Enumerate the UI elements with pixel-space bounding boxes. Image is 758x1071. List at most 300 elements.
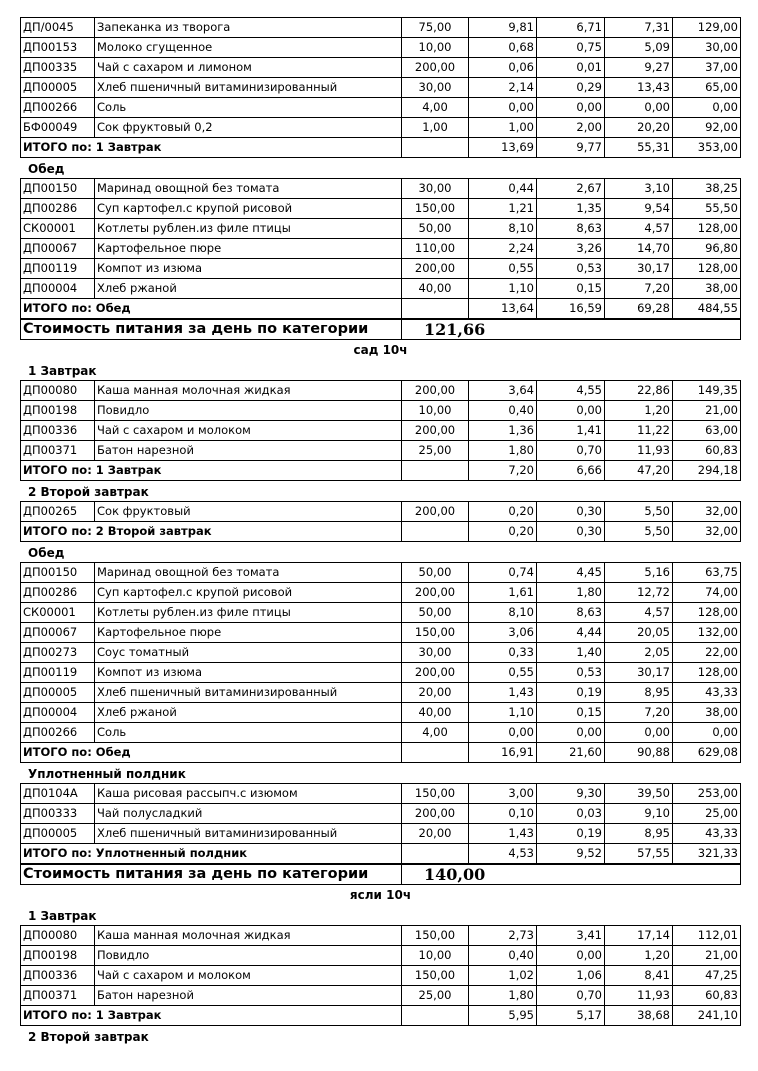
- dish-fat: 8,63: [537, 219, 605, 239]
- total-kcal: 629,08: [673, 743, 741, 763]
- table-row: [21, 563, 741, 583]
- dish-code: ДП00266: [21, 723, 95, 743]
- dish-name: Хлеб пшеничный витаминизированный: [95, 683, 402, 703]
- daily-cost-value: 140,00: [402, 865, 741, 885]
- meal-table: [20, 501, 741, 542]
- dish-name: Молоко сгущенное: [95, 38, 402, 58]
- dish-code: ДП00080: [21, 926, 95, 946]
- table-row: [21, 583, 741, 603]
- dish-fat: 2,00: [537, 118, 605, 138]
- dish-code: ДП00119: [21, 663, 95, 683]
- dish-carbs: 11,22: [605, 421, 673, 441]
- dish-carbs: 30,17: [605, 663, 673, 683]
- dish-name: Картофельное пюре: [95, 239, 402, 259]
- dish-name: Суп картофел.с крупой рисовой: [95, 199, 402, 219]
- dish-fat: 1,06: [537, 966, 605, 986]
- dish-carbs: 0,00: [605, 98, 673, 118]
- dish-carbs: 1,20: [605, 401, 673, 421]
- dish-carbs: 11,93: [605, 986, 673, 1006]
- meal-title: 2 Второй завтрак: [28, 1030, 149, 1044]
- dish-name: Маринад овощной без томата: [95, 563, 402, 583]
- dish-fat: 1,41: [537, 421, 605, 441]
- dish-quantity: 50,00: [402, 603, 469, 623]
- dish-carbs: 39,50: [605, 784, 673, 804]
- dish-quantity: 25,00: [402, 441, 469, 461]
- dish-protein: 2,73: [469, 926, 537, 946]
- dish-fat: 0,19: [537, 824, 605, 844]
- table-row: [21, 663, 741, 683]
- menu-document: [20, 17, 741, 1046]
- dish-name: Хлеб пшеничный витаминизированный: [95, 824, 402, 844]
- dish-protein: 1,36: [469, 421, 537, 441]
- dish-kcal: 149,35: [673, 381, 741, 401]
- dish-kcal: 38,00: [673, 279, 741, 299]
- dish-code: ДП00119: [21, 259, 95, 279]
- dish-fat: 0,70: [537, 441, 605, 461]
- dish-name: Запеканка из творога: [95, 18, 402, 38]
- dish-kcal: 30,00: [673, 38, 741, 58]
- table-row: [21, 58, 741, 78]
- daily-cost-label: Стоимость питания за день по категории: [21, 865, 402, 885]
- dish-name: Каша рисовая рассыпч.с изюмом: [95, 784, 402, 804]
- dish-protein: 0,68: [469, 38, 537, 58]
- dish-fat: 3,26: [537, 239, 605, 259]
- table-row: [21, 118, 741, 138]
- dish-protein: 0,06: [469, 58, 537, 78]
- dish-quantity: 200,00: [402, 421, 469, 441]
- dish-code: ДП00335: [21, 58, 95, 78]
- dish-carbs: 20,20: [605, 118, 673, 138]
- total-fat: 21,60: [537, 743, 605, 763]
- table-row: [21, 804, 741, 824]
- dish-fat: 0,00: [537, 401, 605, 421]
- dish-protein: 2,14: [469, 78, 537, 98]
- dish-carbs: 7,20: [605, 279, 673, 299]
- dish-code: ДП00153: [21, 38, 95, 58]
- dish-kcal: 92,00: [673, 118, 741, 138]
- table-row: [21, 502, 741, 522]
- dish-protein: 8,10: [469, 603, 537, 623]
- dish-protein: 1,02: [469, 966, 537, 986]
- dish-quantity: 150,00: [402, 199, 469, 219]
- total-protein: 13,69: [469, 138, 537, 158]
- dish-protein: 8,10: [469, 219, 537, 239]
- meal-title: 1 Завтрак: [28, 909, 97, 923]
- total-label: ИТОГО по: Обед: [21, 743, 402, 763]
- dish-fat: 1,80: [537, 583, 605, 603]
- table-row: [21, 98, 741, 118]
- dish-name: Суп картофел.с крупой рисовой: [95, 583, 402, 603]
- table-row: [21, 683, 741, 703]
- total-kcal: 32,00: [673, 522, 741, 542]
- total-protein: 4,53: [469, 844, 537, 864]
- dish-protein: 1,10: [469, 279, 537, 299]
- dish-code: ДП00286: [21, 583, 95, 603]
- dish-protein: 0,40: [469, 946, 537, 966]
- daily-cost-row: [21, 865, 741, 885]
- dish-code: ДП/0045: [21, 18, 95, 38]
- dish-quantity: 4,00: [402, 723, 469, 743]
- dish-code: ДП00005: [21, 78, 95, 98]
- total-quantity-empty: [402, 844, 469, 864]
- dish-quantity: 40,00: [402, 703, 469, 723]
- dish-fat: 0,00: [537, 723, 605, 743]
- total-kcal: 294,18: [673, 461, 741, 481]
- dish-kcal: 60,83: [673, 986, 741, 1006]
- dish-protein: 1,61: [469, 583, 537, 603]
- dish-protein: 3,00: [469, 784, 537, 804]
- dish-protein: 9,81: [469, 18, 537, 38]
- dish-quantity: 10,00: [402, 401, 469, 421]
- meal-table: [20, 783, 741, 864]
- meal-title: 2 Второй завтрак: [28, 485, 149, 499]
- total-carbs: 90,88: [605, 743, 673, 763]
- dish-code: ДП00198: [21, 401, 95, 421]
- table-row: [21, 259, 741, 279]
- total-label: ИТОГО по: 1 Завтрак: [21, 138, 402, 158]
- total-row: [21, 743, 741, 763]
- total-fat: 0,30: [537, 522, 605, 542]
- dish-carbs: 5,50: [605, 502, 673, 522]
- dish-fat: 4,55: [537, 381, 605, 401]
- dish-quantity: 200,00: [402, 259, 469, 279]
- table-row: [21, 986, 741, 1006]
- dish-code: ДП00286: [21, 199, 95, 219]
- total-fat: 9,77: [537, 138, 605, 158]
- dish-code: ДП00265: [21, 502, 95, 522]
- total-quantity-empty: [402, 522, 469, 542]
- dish-fat: 0,15: [537, 279, 605, 299]
- dish-quantity: 50,00: [402, 563, 469, 583]
- dish-quantity: 30,00: [402, 179, 469, 199]
- dish-quantity: 25,00: [402, 986, 469, 1006]
- dish-quantity: 200,00: [402, 502, 469, 522]
- dish-carbs: 7,31: [605, 18, 673, 38]
- dish-kcal: 112,01: [673, 926, 741, 946]
- dish-name: Котлеты рублен.из филе птицы: [95, 219, 402, 239]
- dish-protein: 1,00: [469, 118, 537, 138]
- total-row: [21, 522, 741, 542]
- dish-name: Батон нарезной: [95, 441, 402, 461]
- dish-code: ДП00067: [21, 239, 95, 259]
- dish-code: ДП00336: [21, 421, 95, 441]
- dish-kcal: 63,00: [673, 421, 741, 441]
- dish-name: Повидло: [95, 946, 402, 966]
- total-label: ИТОГО по: 2 Второй завтрак: [21, 522, 402, 542]
- table-row: [21, 603, 741, 623]
- dish-kcal: 128,00: [673, 603, 741, 623]
- dish-carbs: 17,14: [605, 926, 673, 946]
- category-title: ясли 10ч: [349, 888, 412, 902]
- dish-name: Повидло: [95, 401, 402, 421]
- dish-carbs: 4,57: [605, 219, 673, 239]
- dish-carbs: 8,95: [605, 824, 673, 844]
- dish-fat: 0,30: [537, 502, 605, 522]
- dish-quantity: 150,00: [402, 623, 469, 643]
- dish-quantity: 150,00: [402, 784, 469, 804]
- dish-quantity: 200,00: [402, 583, 469, 603]
- total-quantity-empty: [402, 461, 469, 481]
- dish-carbs: 9,27: [605, 58, 673, 78]
- dish-carbs: 3,10: [605, 179, 673, 199]
- dish-kcal: 43,33: [673, 683, 741, 703]
- total-label: ИТОГО по: 1 Завтрак: [21, 461, 402, 481]
- dish-name: Хлеб пшеничный витаминизированный: [95, 78, 402, 98]
- dish-quantity: 1,00: [402, 118, 469, 138]
- dish-code: ДП00067: [21, 623, 95, 643]
- dish-code: ДП00371: [21, 986, 95, 1006]
- dish-fat: 0,01: [537, 58, 605, 78]
- meal-table: [20, 178, 741, 319]
- dish-name: Хлеб ржаной: [95, 703, 402, 723]
- dish-carbs: 20,05: [605, 623, 673, 643]
- dish-name: Маринад овощной без томата: [95, 179, 402, 199]
- total-protein: 5,95: [469, 1006, 537, 1026]
- dish-kcal: 21,00: [673, 401, 741, 421]
- dish-carbs: 1,20: [605, 946, 673, 966]
- dish-quantity: 150,00: [402, 926, 469, 946]
- total-protein: 13,64: [469, 299, 537, 319]
- dish-fat: 2,67: [537, 179, 605, 199]
- table-row: [21, 421, 741, 441]
- dish-fat: 9,30: [537, 784, 605, 804]
- dish-quantity: 150,00: [402, 966, 469, 986]
- total-protein: 16,91: [469, 743, 537, 763]
- dish-carbs: 13,43: [605, 78, 673, 98]
- table-row: [21, 723, 741, 743]
- dish-name: Чай с сахаром и молоком: [95, 966, 402, 986]
- dish-fat: 0,29: [537, 78, 605, 98]
- dish-kcal: 60,83: [673, 441, 741, 461]
- total-carbs: 57,55: [605, 844, 673, 864]
- daily-cost-table: [20, 319, 741, 340]
- dish-code: ДП00004: [21, 703, 95, 723]
- dish-name: Картофельное пюре: [95, 623, 402, 643]
- dish-quantity: 10,00: [402, 38, 469, 58]
- dish-protein: 0,55: [469, 663, 537, 683]
- dish-fat: 6,71: [537, 18, 605, 38]
- dish-protein: 0,44: [469, 179, 537, 199]
- dish-carbs: 2,05: [605, 643, 673, 663]
- dish-kcal: 132,00: [673, 623, 741, 643]
- total-quantity-empty: [402, 743, 469, 763]
- total-row: [21, 138, 741, 158]
- dish-fat: 0,75: [537, 38, 605, 58]
- dish-name: Каша манная молочная жидкая: [95, 926, 402, 946]
- dish-fat: 8,63: [537, 603, 605, 623]
- dish-code: ДП00005: [21, 824, 95, 844]
- dish-name: Сок фруктовый 0,2: [95, 118, 402, 138]
- total-kcal: 321,33: [673, 844, 741, 864]
- table-row: [21, 441, 741, 461]
- dish-protein: 3,06: [469, 623, 537, 643]
- dish-quantity: 20,00: [402, 824, 469, 844]
- meal-table: [20, 17, 741, 158]
- dish-quantity: 200,00: [402, 58, 469, 78]
- dish-name: Соль: [95, 723, 402, 743]
- dish-quantity: 10,00: [402, 946, 469, 966]
- total-fat: 5,17: [537, 1006, 605, 1026]
- dish-protein: 1,21: [469, 199, 537, 219]
- table-row: [21, 78, 741, 98]
- dish-carbs: 12,72: [605, 583, 673, 603]
- meal-title: Уплотненный полдник: [28, 767, 186, 781]
- dish-code: ДП00371: [21, 441, 95, 461]
- dish-quantity: 200,00: [402, 804, 469, 824]
- dish-protein: 1,80: [469, 441, 537, 461]
- dish-name: Компот из изюма: [95, 663, 402, 683]
- dish-code: СК00001: [21, 603, 95, 623]
- dish-name: Хлеб ржаной: [95, 279, 402, 299]
- dish-quantity: 200,00: [402, 663, 469, 683]
- dish-protein: 1,43: [469, 683, 537, 703]
- daily-cost-row: [21, 320, 741, 340]
- dish-name: Соль: [95, 98, 402, 118]
- dish-kcal: 253,00: [673, 784, 741, 804]
- total-protein: 0,20: [469, 522, 537, 542]
- dish-fat: 1,40: [537, 643, 605, 663]
- total-quantity-empty: [402, 138, 469, 158]
- dish-carbs: 0,00: [605, 723, 673, 743]
- total-kcal: 353,00: [673, 138, 741, 158]
- dish-code: ДП00080: [21, 381, 95, 401]
- table-row: [21, 179, 741, 199]
- daily-cost-label: Стоимость питания за день по категории: [21, 320, 402, 340]
- dish-protein: 1,43: [469, 824, 537, 844]
- table-row: [21, 946, 741, 966]
- dish-fat: 0,00: [537, 98, 605, 118]
- table-row: [21, 926, 741, 946]
- dish-fat: 0,53: [537, 663, 605, 683]
- dish-carbs: 30,17: [605, 259, 673, 279]
- dish-quantity: 50,00: [402, 219, 469, 239]
- dish-name: Батон нарезной: [95, 986, 402, 1006]
- table-row: [21, 279, 741, 299]
- dish-carbs: 8,41: [605, 966, 673, 986]
- total-fat: 9,52: [537, 844, 605, 864]
- dish-protein: 1,10: [469, 703, 537, 723]
- dish-kcal: 63,75: [673, 563, 741, 583]
- dish-fat: 0,00: [537, 946, 605, 966]
- dish-name: Сок фруктовый: [95, 502, 402, 522]
- daily-cost-value: 121,66: [402, 320, 741, 340]
- dish-quantity: 75,00: [402, 18, 469, 38]
- dish-name: Каша манная молочная жидкая: [95, 381, 402, 401]
- dish-kcal: 128,00: [673, 219, 741, 239]
- total-row: [21, 1006, 741, 1026]
- dish-kcal: 128,00: [673, 663, 741, 683]
- dish-quantity: 30,00: [402, 78, 469, 98]
- dish-code: ДП00333: [21, 804, 95, 824]
- dish-kcal: 43,33: [673, 824, 741, 844]
- total-label: ИТОГО по: 1 Завтрак: [21, 1006, 402, 1026]
- dish-carbs: 11,93: [605, 441, 673, 461]
- dish-code: ДП00273: [21, 643, 95, 663]
- dish-fat: 0,15: [537, 703, 605, 723]
- dish-kcal: 32,00: [673, 502, 741, 522]
- dish-kcal: 128,00: [673, 259, 741, 279]
- dish-protein: 0,55: [469, 259, 537, 279]
- dish-carbs: 9,54: [605, 199, 673, 219]
- dish-protein: 0,00: [469, 98, 537, 118]
- total-quantity-empty: [402, 299, 469, 319]
- dish-kcal: 38,25: [673, 179, 741, 199]
- dish-name: Компот из изюма: [95, 259, 402, 279]
- dish-carbs: 22,86: [605, 381, 673, 401]
- dish-protein: 0,20: [469, 502, 537, 522]
- dish-protein: 0,74: [469, 563, 537, 583]
- dish-quantity: 20,00: [402, 683, 469, 703]
- dish-protein: 0,10: [469, 804, 537, 824]
- dish-quantity: 4,00: [402, 98, 469, 118]
- total-row: [21, 299, 741, 319]
- dish-carbs: 4,57: [605, 603, 673, 623]
- table-row: [21, 239, 741, 259]
- total-row: [21, 844, 741, 864]
- total-carbs: 38,68: [605, 1006, 673, 1026]
- meal-table: [20, 562, 741, 763]
- table-row: [21, 401, 741, 421]
- table-row: [21, 643, 741, 663]
- dish-kcal: 74,00: [673, 583, 741, 603]
- dish-kcal: 55,50: [673, 199, 741, 219]
- total-fat: 16,59: [537, 299, 605, 319]
- dish-carbs: 5,16: [605, 563, 673, 583]
- dish-protein: 2,24: [469, 239, 537, 259]
- total-quantity-empty: [402, 1006, 469, 1026]
- table-row: [21, 824, 741, 844]
- dish-code: ДП00005: [21, 683, 95, 703]
- dish-kcal: 38,00: [673, 703, 741, 723]
- table-row: [21, 199, 741, 219]
- meal-title: Обед: [28, 162, 65, 176]
- dish-fat: 0,53: [537, 259, 605, 279]
- total-fat: 6,66: [537, 461, 605, 481]
- dish-name: Котлеты рублен.из филе птицы: [95, 603, 402, 623]
- table-row: [21, 381, 741, 401]
- dish-code: ДП00150: [21, 563, 95, 583]
- table-row: [21, 623, 741, 643]
- dish-fat: 0,19: [537, 683, 605, 703]
- dish-quantity: 40,00: [402, 279, 469, 299]
- dish-name: Чай с сахаром и лимоном: [95, 58, 402, 78]
- table-row: [21, 18, 741, 38]
- meal-title: 1 Завтрак: [28, 364, 97, 378]
- dish-protein: 0,40: [469, 401, 537, 421]
- dish-code: ДП0104А: [21, 784, 95, 804]
- meal-table: [20, 925, 741, 1026]
- total-carbs: 55,31: [605, 138, 673, 158]
- dish-carbs: 5,09: [605, 38, 673, 58]
- dish-code: ДП00336: [21, 966, 95, 986]
- table-row: [21, 38, 741, 58]
- dish-fat: 0,03: [537, 804, 605, 824]
- dish-kcal: 0,00: [673, 723, 741, 743]
- total-kcal: 241,10: [673, 1006, 741, 1026]
- dish-protein: 0,00: [469, 723, 537, 743]
- total-kcal: 484,55: [673, 299, 741, 319]
- dish-code: ДП00004: [21, 279, 95, 299]
- meal-table: [20, 380, 741, 481]
- dish-quantity: 30,00: [402, 643, 469, 663]
- total-carbs: 69,28: [605, 299, 673, 319]
- dish-name: Чай полусладкий: [95, 804, 402, 824]
- dish-name: Соус томатный: [95, 643, 402, 663]
- table-row: [21, 219, 741, 239]
- dish-kcal: 0,00: [673, 98, 741, 118]
- dish-kcal: 37,00: [673, 58, 741, 78]
- dish-kcal: 129,00: [673, 18, 741, 38]
